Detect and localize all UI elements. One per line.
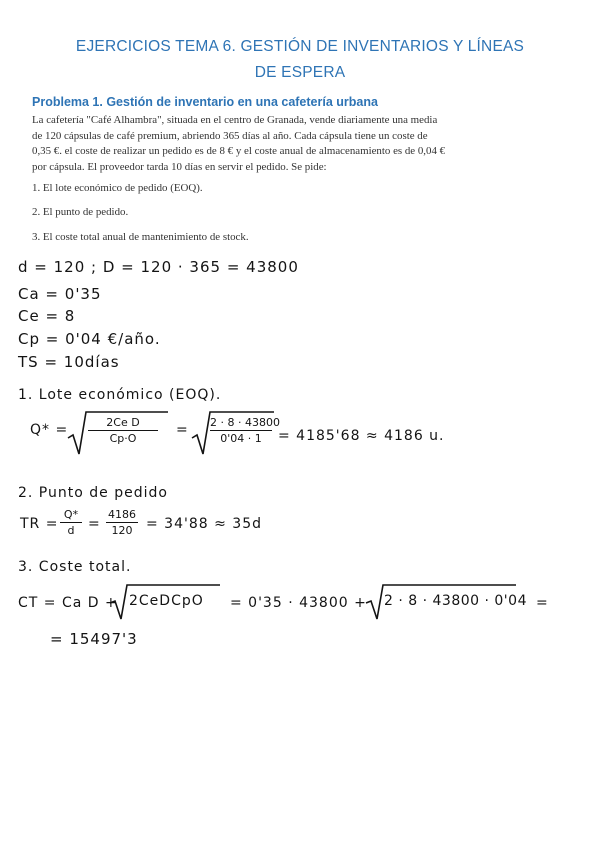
hw-eoq-eq: = bbox=[176, 422, 189, 438]
hw-eoq-frac1-numerator: 2Ce D bbox=[106, 416, 140, 429]
hw-eoq-frac2-numerator: 2 · 8 · 43800 bbox=[210, 416, 280, 429]
hw-cost-cp: Cp = 0'04 €/año. bbox=[18, 330, 161, 348]
hw-cost-ca: Ca = 0'35 bbox=[18, 285, 102, 303]
hw-ct-radicand-2: 2 · 8 · 43800 · 0'04 bbox=[384, 593, 527, 609]
hw-fraction-bar bbox=[106, 522, 138, 523]
hw-demand-line: d = 120 ; D = 120 · 365 = 43800 bbox=[18, 258, 299, 276]
question-item-1: 1. El lote económico de pedido (EOQ). bbox=[32, 182, 203, 194]
hw-eoq-frac2-denominator: 0'04 · 1 bbox=[220, 432, 262, 445]
hw-tr-fraction-1 bbox=[60, 508, 82, 537]
hw-section-1-heading: 1. Lote económico (EOQ). bbox=[18, 387, 222, 403]
hw-cost-ce: Ce = 8 bbox=[18, 307, 76, 325]
question-item-2: 2. El punto de pedido. bbox=[32, 206, 129, 218]
hw-tr-eq: = bbox=[88, 516, 101, 532]
hw-tr-frac2-numerator: 4186 bbox=[108, 508, 136, 521]
hw-eoq-frac1-denominator: Cp·O bbox=[109, 432, 137, 445]
hw-section-3-heading: 3. Coste total. bbox=[18, 559, 132, 575]
document-title-line-1: EJERCICIOS TEMA 6. GESTIÓN DE INVENTARIOS Y LÍNEAS bbox=[75, 38, 525, 55]
hw-ct-result: = 15497'3 bbox=[50, 630, 138, 648]
hw-tr-lhs: TR = bbox=[20, 516, 59, 532]
hw-tr-frac1-numerator: Q* bbox=[63, 508, 79, 521]
hw-ct-equals: = bbox=[536, 595, 549, 611]
question-item-3: 3. El coste total anual de mantenimiento de stock. bbox=[32, 231, 249, 243]
hw-tr-result: = 34'88 ≈ 35d bbox=[146, 516, 262, 532]
problem-statement: La cafetería "Café Alhambra", situada en el centro de Granada, vende diariamente una media de 120 cápsulas de café premium, abriendo 365 días al año. Cada cápsula tiene un coste de 0,35 €. el coste de realizar un pedido es de 8 € y el coste anual de almacenamiento es de 0,04 € por cápsula. El proveedor tarda 10 días en servir el pedido. Se pide: bbox=[32, 114, 446, 173]
hw-tr-fraction-2 bbox=[106, 508, 138, 537]
hw-lead-time: TS = 10días bbox=[18, 353, 120, 371]
document-title-line-2: DE ESPERA bbox=[254, 64, 346, 81]
problem-heading: Problema 1. Gestión de inventario en una cafetería urbana bbox=[32, 95, 378, 109]
hw-fraction-bar bbox=[88, 430, 158, 431]
hw-eoq-fraction-2 bbox=[210, 416, 280, 445]
hw-eoq-result: = 4185'68 ≈ 4186 u. bbox=[278, 428, 445, 444]
hw-ct-lhs: CT = Ca D + bbox=[18, 595, 118, 611]
hw-eoq-fraction-1 bbox=[88, 416, 158, 445]
hw-ct-middle: = 0'35 · 43800 + bbox=[230, 595, 367, 611]
hw-fraction-bar bbox=[60, 522, 82, 523]
hw-tr-frac1-denominator: d bbox=[67, 524, 75, 537]
hw-section-2-heading: 2. Punto de pedido bbox=[18, 485, 168, 501]
hw-ct-radicand: 2CeDCpO bbox=[129, 593, 204, 609]
hw-tr-frac2-denominator: 120 bbox=[111, 524, 133, 537]
hw-fraction-bar bbox=[210, 430, 272, 431]
hw-eoq-lhs: Q* = bbox=[30, 422, 69, 438]
